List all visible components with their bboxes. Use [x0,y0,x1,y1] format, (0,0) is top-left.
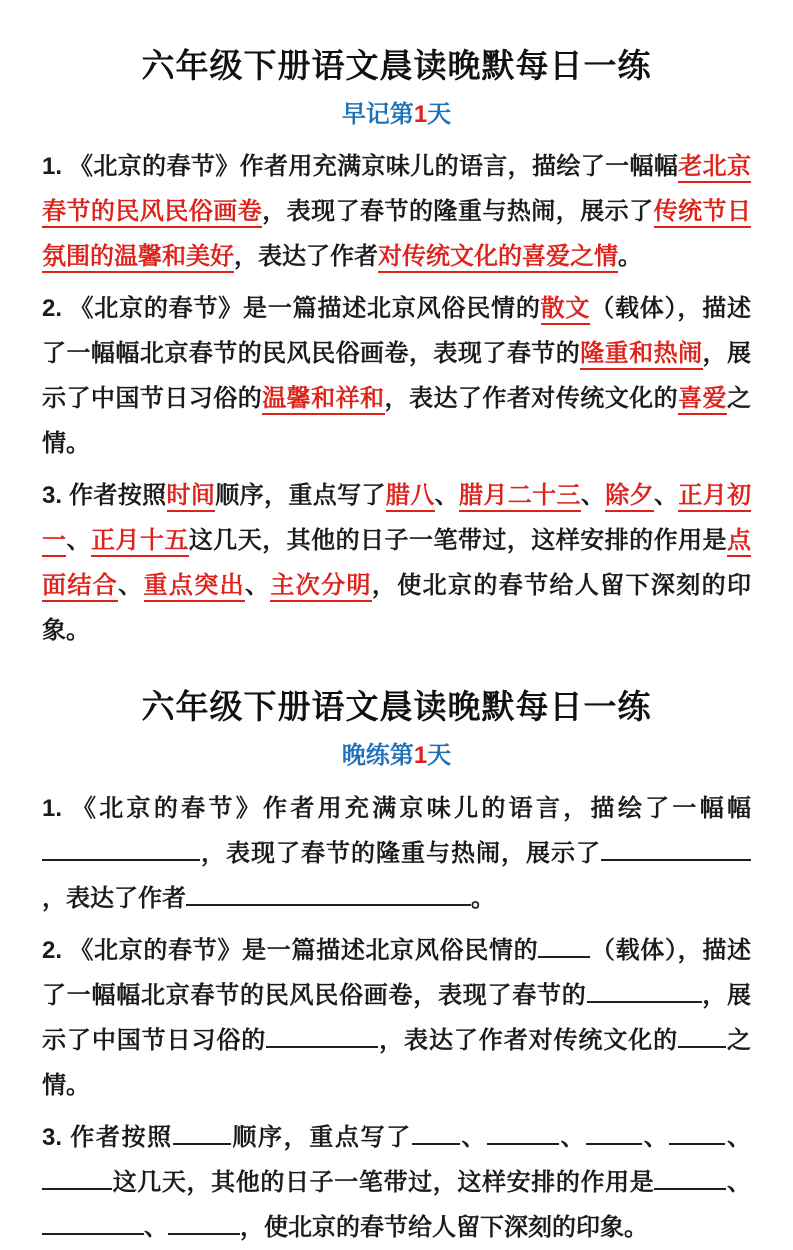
body-text: ，表达了作者 [234,243,378,271]
body-text: 3. 作者按照 [42,482,167,510]
fill-in-blank-line [42,1211,144,1235]
fill-in-blank-line [654,1166,726,1190]
paragraph [42,786,751,921]
fill-in-blank-line [538,934,590,958]
answer-text: 除夕 [605,482,654,512]
fill-in-blank-line [669,1121,725,1145]
answer-text: 时间 [167,482,216,512]
page-title: 六年级下册语文晨读晚默每日一练 [141,688,652,726]
body-text: 1. 《北京的春节》作者用充满京味儿的语言，描绘了一幅幅 [42,794,751,822]
body-text: ，展示了中国节日习俗的 [42,981,751,1054]
body-text: 、 [434,482,459,510]
body-text: ，表现了春节的隆重与热闹，展示了 [200,839,601,867]
body-text: 、 [459,1123,487,1151]
fill-in-blank-line [186,882,471,906]
subtitle-suffix: 天 [427,100,452,128]
morning-paragraph-list [42,144,751,653]
body-text: 、 [66,527,91,555]
subtitle-suffix: 天 [427,741,452,769]
body-text: 。 [471,884,495,912]
page-title: 六年级下册语文晨读晚默每日一练 [141,47,652,84]
body-text: 1. 《北京的春节》作者用充满京味儿的语言，描绘了一幅幅 [42,153,679,181]
answer-text: 散文 [541,295,591,325]
body-text: （载体），描述了一幅幅北京春节的民风民俗画卷，表现了春节的 [42,936,751,1009]
body-text: 这几天，其他的日子一笔带过，这样安排的作用是 [112,1168,655,1196]
body-text: ，表现了春节的隆重与热闹，展示了 [262,198,654,226]
body-text: ，表达了作者对传统文化的 [384,385,679,413]
body-text: ，展示了中国节日习俗的 [42,340,752,413]
answer-text: 腊月二十三 [459,482,581,512]
fill-in-blank-line [678,1024,726,1048]
subtitle-prefix: 晚练第 [341,741,414,769]
paragraph [42,144,751,279]
answer-text: 老北京春节的民风民俗画卷 [42,153,751,228]
fill-in-blank-line [412,1121,460,1145]
body-text: ，表达了作者 [42,884,186,912]
body-text: 2. 《北京的春节》是一篇描述北京风俗民情的 [42,295,541,323]
morning-subtitle [42,101,751,130]
answer-text: 主次分明 [270,572,371,602]
body-text: 顺序，重点写了 [230,1123,412,1151]
body-text: 之情。 [42,385,752,458]
answer-text: 重点突出 [144,572,245,602]
evening-subtitle [42,742,751,771]
fill-in-blank-line [487,1121,559,1145]
fill-in-blank-line [586,1121,642,1145]
subtitle-day-number: 1 [413,741,428,769]
answer-text: 正月十五 [91,527,189,557]
evening-section [42,687,751,1249]
body-text: 顺序，重点写了 [215,482,386,510]
subtitle-prefix: 早记第 [341,100,414,128]
body-text: 这几天，其他的日子一笔带过，这样安排的作用是 [188,527,728,555]
body-text: ，使北京的春节给人留下深刻的印象。 [42,572,752,645]
fill-in-blank-line [173,1121,231,1145]
subtitle-day-number: 1 [413,100,428,128]
answer-text: 对传统文化的喜爱之情 [378,243,618,273]
fill-in-blank-line [42,1166,112,1190]
body-text: 、 [653,482,679,510]
paragraph [42,286,751,466]
body-text: 、 [244,572,271,600]
fill-in-blank-line [266,1024,378,1048]
body-text: ，表达了作者对传统文化的 [378,1026,679,1054]
answer-text: 喜爱 [678,385,727,415]
answer-text: 腊八 [386,482,435,512]
answer-text: 传统节日氛围的温馨和美好 [42,198,751,273]
paragraph [42,473,751,653]
body-text: （载体），描述了一幅幅北京春节的民风民俗画卷，表现了春节的 [42,295,751,368]
body-text: 、 [144,1213,168,1241]
fill-in-blank-line [601,837,751,861]
paragraph [42,1115,751,1250]
body-text: 、 [118,572,144,600]
body-text: 、 [642,1123,670,1151]
answer-text: 温馨和祥和 [262,385,384,415]
body-text: 、 [580,482,606,510]
body-text: 、 [725,1123,752,1151]
body-text: 3. 作者按照 [42,1123,173,1151]
morning-section [42,46,751,653]
body-text: 之情。 [42,1026,752,1099]
fill-in-blank-line [587,979,702,1003]
fill-in-blank-line [42,837,200,861]
paragraph [42,928,751,1108]
body-text: 。 [618,243,642,271]
answer-text: 点面结合 [42,527,751,602]
body-text: 、 [558,1123,587,1151]
body-text: 2. 《北京的春节》是一篇描述北京风俗民情的 [42,936,539,964]
body-text: ，使北京的春节给人留下深刻的印象。 [240,1213,648,1241]
evening-paragraph-list [42,786,751,1250]
fill-in-blank-line [168,1211,240,1235]
body-text: 、 [726,1168,751,1196]
answer-text: 隆重和热闹 [580,340,702,370]
answer-text: 正月初一 [42,482,751,557]
